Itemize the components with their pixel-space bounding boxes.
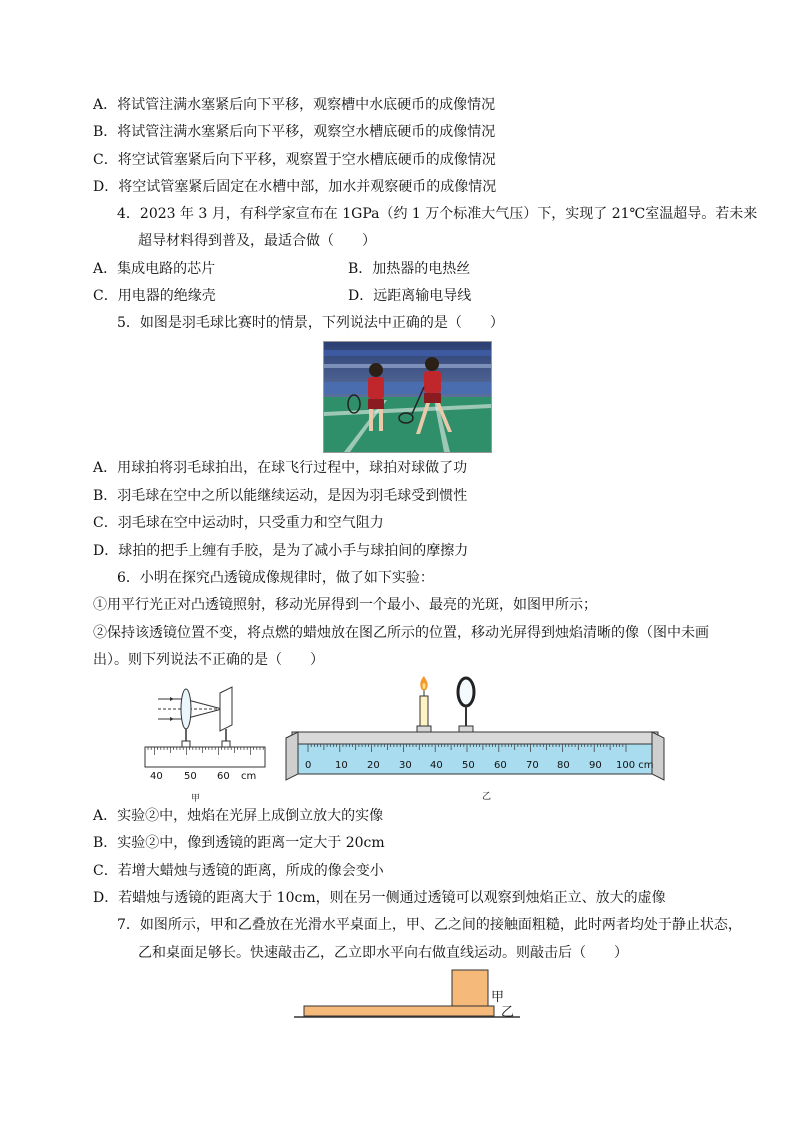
fig-yi-tick-70: 70 [526, 760, 539, 771]
fig-yi-tick-80: 80 [557, 760, 570, 771]
badminton-photo [323, 341, 492, 453]
q3-option-d: D．将空试管塞紧后固定在水槽中部，加水并观察硬币的成像情况 [93, 179, 497, 195]
q4-stem-line2: 超导材料得到普及，最适合做（ ） [138, 233, 376, 249]
label-jia: 甲 [491, 990, 505, 1005]
q6-option-d: D．若蜡烛与透镜的距离大于 10cm，则在另一侧通过透镜可以观察到烛焰正立、放大的虚像 [93, 890, 666, 906]
q5-option-b: B．羽毛球在空中之所以能继续运动，是因为羽毛球受到惯性 [93, 488, 468, 504]
fig-yi-tick-40: 40 [430, 760, 443, 771]
q7-stem-line1: 7．如图所示，甲和乙叠放在光滑水平桌面上，甲、乙之间的接触面粗糙，此时两者均处于静止状态， [117, 917, 742, 933]
fig-yi-tick-0: 0 [305, 760, 312, 771]
fig-yi-tick-10: 10 [335, 760, 348, 771]
fig-yi-label: 乙 [482, 792, 492, 802]
q6-step1: ①用平行光正对凸透镜照射，移动光屏得到一个最小、最亮的光斑，如图甲所示； [93, 597, 597, 613]
q3-option-a: A．将试管注满水塞紧后向下平移，观察槽中水底硬币的成像情况 [93, 97, 496, 113]
fig-jia-tick-50: 50 [184, 771, 197, 782]
figure-stacked-blocks [292, 968, 522, 1024]
q5-option-c: C．羽毛球在空中运动时，只受重力和空气阻力 [93, 515, 384, 531]
q6-option-c: C．若增大蜡烛与透镜的距离，所成的像会变小 [93, 863, 384, 879]
fig-jia-tick-60: 60 [217, 771, 230, 782]
block-jia [452, 970, 488, 1006]
q5-option-d: D．球拍的把手上缠有手胶，是为了减小手与球拍间的摩擦力 [93, 543, 469, 559]
fig-yi-tick-20: 20 [367, 760, 380, 771]
q4-stem-line1: 4．2023 年 3 月，有科学家宣布在 1GPa（约 1 万个标准大气压）下，实现了 21℃室温超导。若未来 [117, 206, 758, 222]
fig-yi-tick-50: 50 [462, 760, 475, 771]
q4-option-c: C．用电器的绝缘壳 [93, 288, 216, 304]
q7-stem-line2: 乙和桌面足够长。快速敲击乙，乙立即水平向右做直线运动。则敲击后（ ） [138, 945, 628, 961]
fig-jia-label: 甲 [191, 794, 201, 804]
fig-yi-tick-90: 90 [589, 760, 602, 771]
figure-jia-lens-setup [140, 683, 270, 783]
q4-option-d: D．远距离输电导线 [348, 288, 472, 304]
fig-yi-tick-30: 30 [399, 760, 412, 771]
q3-option-b: B．将试管注满水塞紧后向下平移，观察空水槽底硬币的成像情况 [93, 124, 496, 140]
q5-stem: 5．如图是羽毛球比赛时的情景，下列说法中正确的是（ ） [117, 315, 504, 331]
q6-option-a: A．实验②中，烛焰在光屏上成倒立放大的实像 [93, 808, 384, 824]
q5-option-a: A．用球拍将羽毛球拍出，在球飞行过程中，球拍对球做了功 [93, 460, 468, 476]
q6-step2-line2: 出）。则下列说法不正确的是（ ） [93, 652, 324, 668]
q6-stem: 6．小明在探究凸透镜成像规律时，做了如下实验： [117, 570, 434, 586]
fig-jia-tick-unit: cm [241, 771, 257, 782]
fig-yi-tick-100: 100 cm [616, 760, 654, 771]
fig-jia-tick-40: 40 [150, 771, 163, 782]
label-yi: 乙 [501, 1005, 515, 1020]
q4-option-b: B．加热器的电热丝 [348, 261, 471, 277]
q4-option-a: A．集成电路的芯片 [93, 261, 216, 277]
q6-option-b: B．实验②中，像到透镜的距离一定大于 20cm [93, 835, 385, 851]
q3-option-c: C．将空试管塞紧后向下平移，观察置于空水槽底硬币的成像情况 [93, 152, 496, 168]
block-yi [304, 1006, 494, 1016]
q6-step2-line1: ②保持该透镜位置不变，将点燃的蜡烛放在图乙所示的位置，移动光屏得到烛焰清晰的像（图中未画 [93, 625, 709, 641]
fig-yi-tick-60: 60 [494, 760, 507, 771]
